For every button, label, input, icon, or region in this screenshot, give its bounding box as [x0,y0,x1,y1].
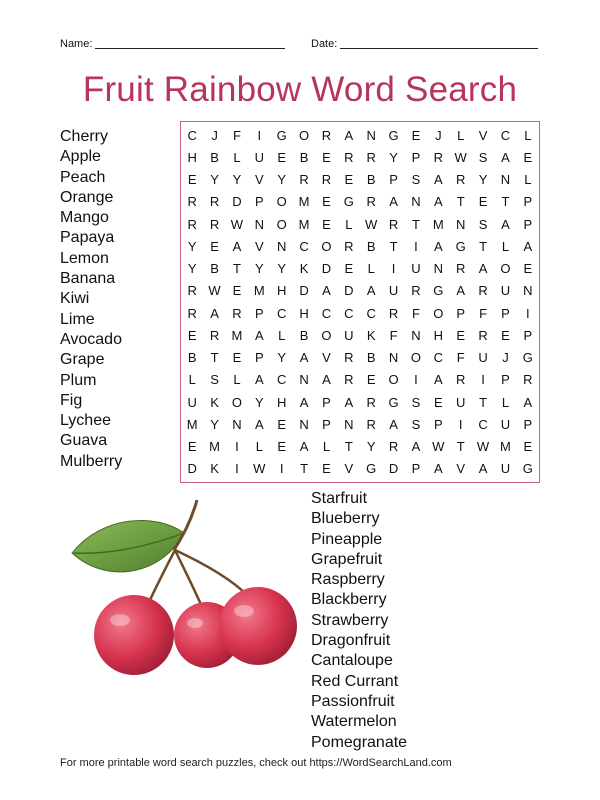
grid-cell: A [411,439,421,455]
word-item: Avocado [60,330,122,348]
grid-cell: L [233,372,241,388]
grid-cell: L [345,216,353,232]
grid-cell: M [298,194,310,210]
grid-cell: A [232,238,242,254]
grid-cell: A [433,461,443,477]
grid-cell: A [322,372,331,388]
grid-cell: R [388,305,399,321]
grid-cell: V [344,461,354,477]
grid-cell: E [322,216,331,232]
grid-cell: C [433,350,443,366]
grid-cell: E [232,283,242,299]
grid-cell: E [187,172,197,188]
word-item: Grape [60,351,105,369]
word-item: Kiwi [60,290,90,308]
grid-cell: W [208,283,221,299]
grid-cell: N [411,194,421,210]
grid-cell: O [410,350,421,366]
word-item: Passionfruit [311,692,395,710]
grid-cell: A [433,372,443,388]
grid-cell: A [478,461,488,477]
grid-cell: E [344,172,354,188]
grid-cell: U [388,283,399,299]
grid-cell: M [432,216,444,232]
grid-cell: C [299,238,309,254]
grid-cell: V [456,461,466,477]
word-item: Cantaloupe [311,652,393,670]
word-item: Blueberry [311,510,380,528]
grid-cell: A [254,416,264,432]
grid-cell: K [299,261,309,277]
grid-cell: Y [210,416,219,432]
grid-cell: Y [232,172,242,188]
grid-cell: R [388,216,399,232]
grid-cell: W [253,461,266,477]
word-item: Pineapple [311,530,383,548]
grid-cell: E [523,261,533,277]
word-item: Pomegranate [311,733,408,751]
grid-cell: R [366,194,376,210]
grid-cell: W [432,439,445,455]
grid-cell: F [456,350,465,366]
word-item: Grapefruit [311,550,383,568]
grid-cell: F [411,305,420,321]
grid-cell: D [321,261,332,277]
grid-cell: O [299,127,310,143]
word-item: Plum [60,371,97,389]
grid-cell: U [344,327,354,343]
grid-cell: A [501,149,510,165]
grid-cell: H [433,327,443,343]
grid-cell: R [388,439,399,455]
grid-cell: A [433,194,443,210]
grid-cell: T [479,394,488,410]
grid-cell: H [276,283,287,299]
grid-cell: A [210,305,219,321]
grid-cell: K [366,327,376,343]
grid-cell: A [344,127,354,143]
grid-cell: R [366,416,376,432]
grid-cell: S [411,394,421,410]
grid-cell: G [388,394,399,410]
grid-cell: R [455,172,466,188]
grid-cell: E [478,194,488,210]
grid-cell: E [322,461,331,477]
grid-cell: A [389,194,398,210]
grid-cell: J [435,127,442,143]
grid-cell: V [254,238,264,254]
grid-cell: T [501,194,510,210]
grid-cell: G [522,461,533,477]
grid-cell: U [500,461,511,477]
grid-cell: P [523,327,533,343]
grid-cell: E [210,238,219,254]
grid-cell: R [366,149,376,165]
grid-cell: D [388,461,399,477]
grid-cell: L [524,172,532,188]
grid-cell: E [523,149,533,165]
grid-cell: N [500,172,511,188]
grid-cell: A [433,238,443,254]
grid-cell: P [523,216,533,232]
grid-cell: E [322,194,331,210]
word-item: Banana [60,270,116,288]
grid-cell: B [366,238,376,254]
grid-cell: V [322,350,331,366]
grid-cell: R [478,327,488,343]
grid-cell: U [500,416,511,432]
grid-cell: U [254,149,264,165]
grid-cell: R [187,305,197,321]
grid-cell: M [253,283,265,299]
grid-cell: G [455,238,466,254]
grid-cell: A [523,238,533,254]
word-item: Orange [60,188,114,206]
grid-cell: V [254,172,264,188]
grid-cell: D [344,283,354,299]
grid-cell: Y [277,350,287,366]
date-line[interactable] [340,48,538,49]
grid-cell: G [433,283,444,299]
grid-cell: B [366,350,376,366]
grid-cell: I [526,305,530,321]
word-item: Dragonfruit [311,632,391,650]
word-item: Apple [60,148,101,166]
grid-cell: E [501,327,510,343]
grid-cell: B [210,261,219,277]
grid-cell: R [187,194,197,210]
word-item: Raspberry [311,571,385,589]
grid-cell: R [455,372,466,388]
grid-cell: E [411,127,421,143]
grid-cell: A [501,216,510,232]
grid-cell: M [231,327,243,343]
grid-cell: B [299,327,309,343]
grid-cell: E [344,261,354,277]
grid-cell: U [411,261,421,277]
grid-cell: A [299,350,309,366]
grid-cell: U [455,394,466,410]
grid-cell: A [523,394,533,410]
grid-cell: E [277,439,287,455]
grid-cell: N [455,216,466,232]
word-item: Strawberry [311,611,389,629]
grid-cell: N [276,238,287,254]
grid-cell: R [344,372,354,388]
grid-cell: I [235,461,239,477]
word-item: Cherry [60,128,109,145]
grid-cell: O [388,372,399,388]
grid-cell: W [476,439,490,455]
name-label: Name: [60,38,93,50]
grid-cell: P [523,416,533,432]
grid-cell: R [187,283,197,299]
word-item: Blackberry [311,591,387,609]
grid-cell: C [321,305,332,321]
grid-cell: E [187,439,197,455]
grid-cell: T [411,216,420,232]
grid-cell: N [366,127,376,143]
grid-cell: Y [389,149,398,165]
grid-cell: E [187,327,197,343]
grid-cell: D [232,194,242,210]
word-item: Watermelon [311,713,397,731]
grid-cell: L [255,439,263,455]
grid-cell: L [457,127,465,143]
grid-cell: L [278,327,286,343]
grid-cell: P [523,194,533,210]
grid-cell: I [458,416,463,432]
date-field[interactable] [311,38,538,50]
grid-cell: P [411,149,421,165]
grid-cell: C [366,305,376,321]
grid-cell: N [411,327,421,343]
grid-cell: C [500,127,511,143]
grid-cell: E [232,350,242,366]
grid-cell: U [478,350,488,366]
grid-cell: F [232,127,241,143]
grid-cell: Y [187,261,197,277]
grid-cell: R [411,283,421,299]
date-label: Date: [311,38,338,50]
grid-cell: T [300,461,309,477]
grid-cell: S [210,372,219,388]
grid-cell: A [433,172,443,188]
grid-cell: T [232,261,241,277]
grid-cell: L [501,394,510,410]
grid-cell: H [299,305,309,321]
grid-cell: B [366,172,376,188]
grid-cell: N [299,372,309,388]
grid-cell: M [186,416,198,432]
grid-cell: F [389,327,398,343]
grid-cell: R [455,261,466,277]
grid-cell: T [456,439,465,455]
grid-cell: J [502,350,509,366]
grid-cell: L [524,127,532,143]
grid-cell: A [478,261,488,277]
word-item: Papaya [60,229,115,247]
grid-cell: G [276,127,287,143]
page-title: Fruit Rainbow Word Search [82,70,518,109]
grid-cell: N [232,416,242,432]
grid-cell: P [389,172,398,188]
grid-cell: L [501,238,510,254]
word-list-left [60,127,122,472]
grid-cell: I [414,238,418,254]
grid-cell: S [478,216,488,232]
grid-cell: O [231,394,242,410]
grid-cell: S [411,416,421,432]
grid-cell: L [233,149,241,165]
grid-cell: R [366,394,376,410]
grid-cell: E [456,327,466,343]
word-item: Lemon [60,249,109,267]
grid-cell: F [479,305,488,321]
grid-cell: Y [210,172,219,188]
grid-cell: P [456,305,466,321]
grid-cell: L [188,372,196,388]
grid-cell: R [344,149,354,165]
grid-cell: A [389,416,398,432]
grid-cell: O [276,194,287,210]
grid-cell: R [209,327,220,343]
grid-cell: Y [277,261,287,277]
grid-cell: Y [478,172,488,188]
grid-cell: R [344,238,354,254]
grid-cell: M [298,216,310,232]
grid-cell: Y [277,172,287,188]
grid-cell: L [322,439,331,455]
word-item: Lychee [60,412,111,430]
grid-cell: N [299,416,309,432]
grid-cell: R [478,283,488,299]
grid-cell: E [433,394,443,410]
grid-cell: R [187,216,197,232]
grid-cell: G [366,461,377,477]
grid-cell: O [321,327,332,343]
grid-cell: R [209,194,220,210]
grid-cell: R [433,149,443,165]
grid-cell: Y [254,394,264,410]
grid-cell: R [209,216,220,232]
word-item: Fig [60,391,83,409]
word-item: Mulberry [60,452,123,470]
grid-cell: T [456,194,465,210]
grid-cell: I [257,127,262,143]
grid-cell: N [344,416,354,432]
grid-cell: C [276,372,287,388]
grid-cell: I [279,461,284,477]
footer-note: For more printable word search puzzles, check out https://WordSearchLand.com [60,757,452,769]
grid-cell: P [433,416,443,432]
grid-cell: N [388,350,399,366]
grid-cell: R [321,172,332,188]
grid-cell: A [254,372,264,388]
grid-cell: S [411,172,421,188]
word-list-right [311,489,407,753]
grid-cell: E [523,439,533,455]
grid-cell: K [210,461,219,477]
grid-cell: G [343,194,354,210]
grid-cell: G [388,127,399,143]
grid-cell: R [321,127,332,143]
grid-cell: Y [366,439,376,455]
grid-cell: C [344,305,354,321]
grid-cell: R [299,172,309,188]
grid-cell: H [276,394,287,410]
name-line[interactable] [95,48,285,49]
grid-cell: U [500,283,511,299]
grid-cell: R [232,305,242,321]
grid-cell: E [366,372,376,388]
grid-cell: T [344,439,353,455]
grid-cell: C [276,305,287,321]
grid-cell: P [254,305,264,321]
word-item: Lime [60,310,95,328]
grid-cell: R [344,350,354,366]
grid-cell: R [523,372,533,388]
grid-cell: M [500,439,511,455]
grid-cell: S [478,149,488,165]
grid-cell: I [481,372,485,388]
grid-cell: W [230,216,244,232]
grid-cell: A [366,283,376,299]
grid-cell: C [478,416,488,432]
grid-cell: A [344,394,354,410]
word-item: Mango [60,209,109,227]
grid-cell: A [322,283,331,299]
grid-cell: P [254,194,264,210]
grid-cell: A [254,327,264,343]
grid-cell: O [500,261,511,277]
grid-cell: V [478,127,488,143]
grid-cell: T [389,238,398,254]
grid-cell: O [276,216,287,232]
grid-cell: C [187,127,197,143]
word-item: Guava [60,432,108,450]
grid-cell: G [522,350,533,366]
cherries-icon [62,495,307,685]
grid-cell: A [456,283,466,299]
grid-cell: Y [187,238,197,254]
grid-cell: I [391,261,396,277]
grid-cell: A [299,439,309,455]
grid-cell: D [187,461,197,477]
grid-cell: M [209,439,220,455]
grid-cell: H [187,149,197,165]
grid-cell: B [210,149,219,165]
grid-cell: P [501,372,510,388]
grid-cell: I [235,439,239,455]
grid-cell: N [433,261,443,277]
grid-cell: A [299,394,309,410]
grid-cell: E [277,149,287,165]
grid-cell: L [367,261,375,277]
word-item: Red Currant [311,672,399,690]
grid-cell: U [187,394,197,410]
grid-cell: P [411,461,421,477]
grid-cell: O [321,238,332,254]
grid-cell: N [523,283,533,299]
word-item: Starfruit [311,490,368,507]
word-item: Peach [60,168,106,186]
grid-cell: N [254,216,264,232]
grid-cell: O [433,305,444,321]
grid-cell: W [454,149,467,165]
letter-grid [180,121,540,483]
grid-cell: I [414,372,418,388]
grid-cell: T [479,238,488,254]
grid-cell: W [365,216,378,232]
grid-cell: P [322,394,331,410]
grid-cell: Y [254,261,264,277]
grid-cell: J [211,127,218,143]
grid-cell: P [322,416,331,432]
grid-cell: P [501,305,510,321]
grid-cell: P [254,350,264,366]
grid-cell: B [299,149,309,165]
name-field[interactable] [60,38,285,50]
grid-cell: T [210,350,219,366]
grid-cell: E [277,416,287,432]
grid-cell: D [299,283,309,299]
grid-cell: K [210,394,219,410]
grid-cell: B [187,350,197,366]
grid-cell: E [322,149,331,165]
